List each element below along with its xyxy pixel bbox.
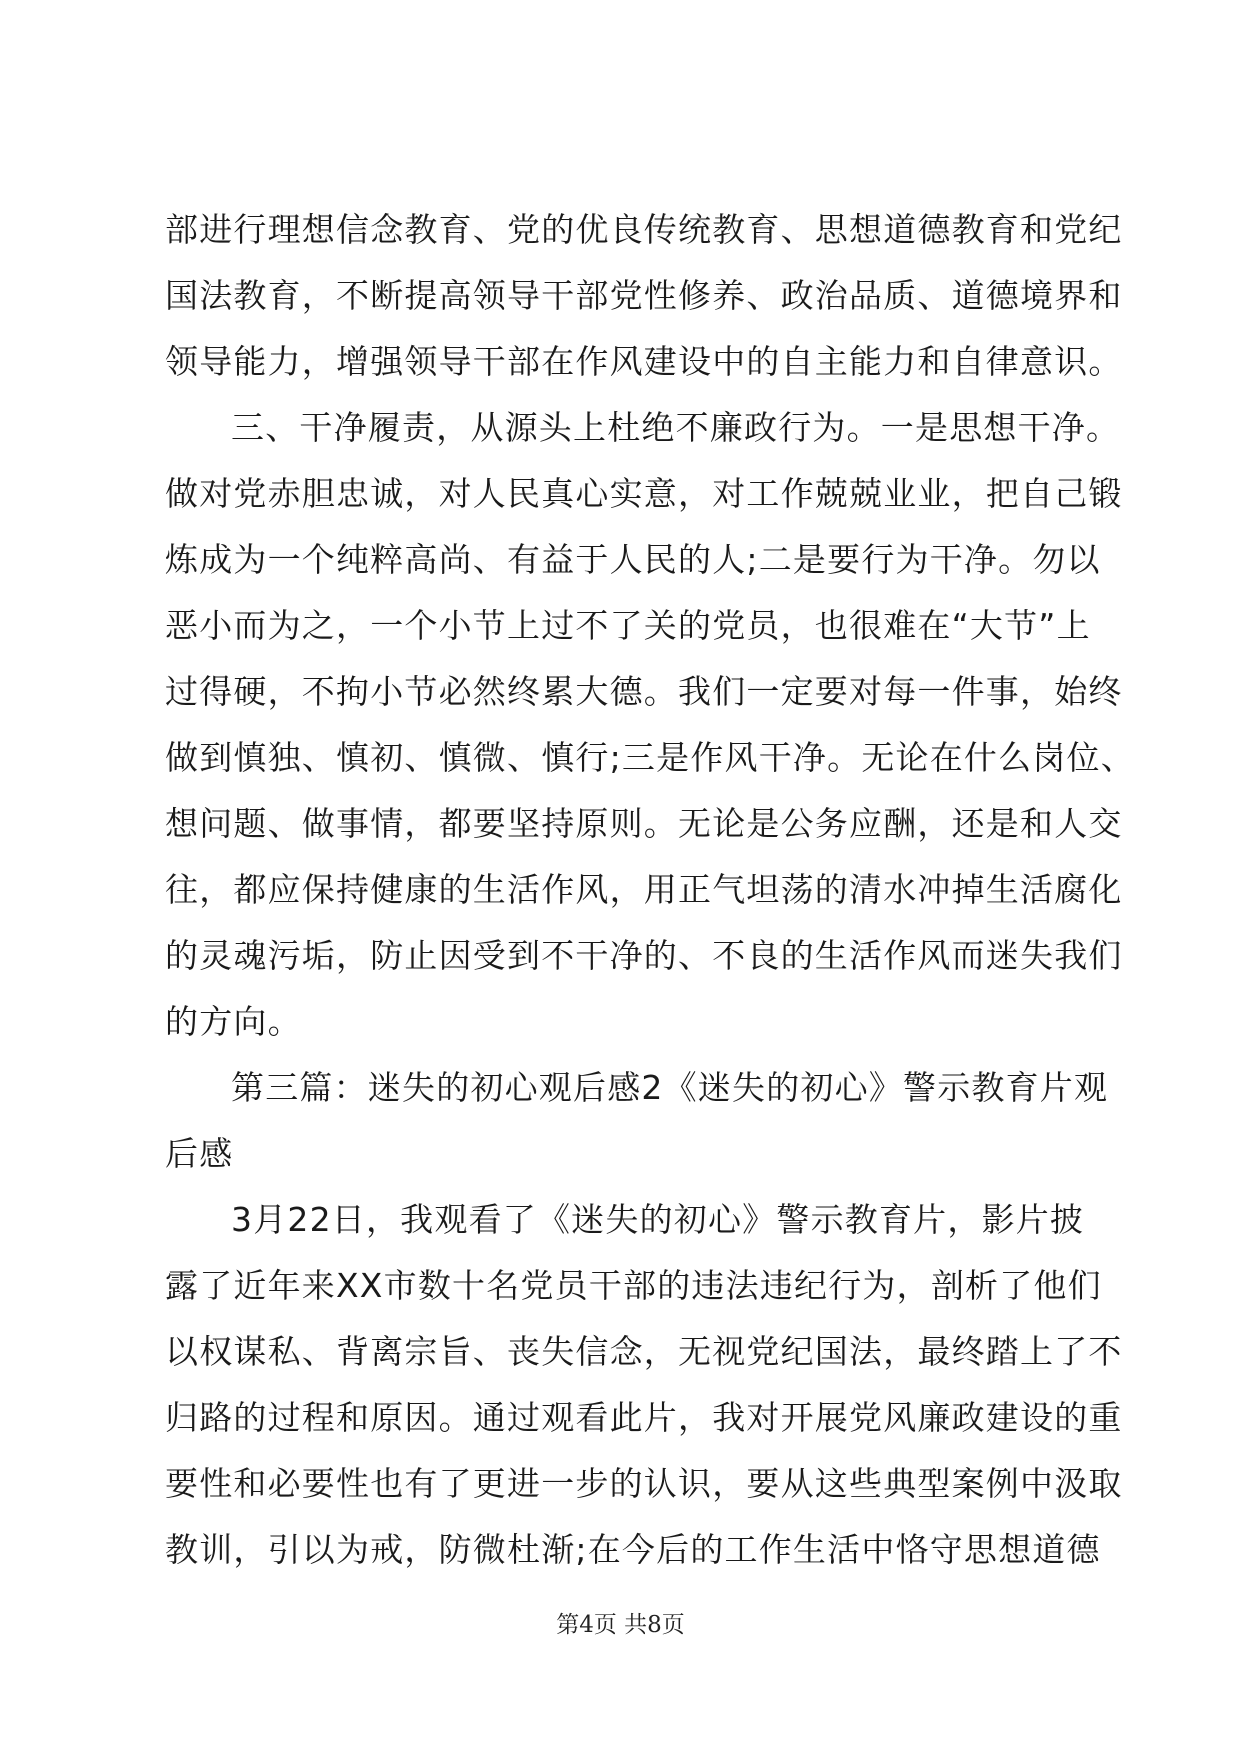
text-line: 做对党赤胆忠诚，对人民真心实意，对工作兢兢业业，把自己锻: [165, 474, 1123, 513]
text-line: 炼成为一个纯粹高尚、有益于人民的人;二是要行为干净。勿以: [165, 540, 1101, 579]
text-line: 露了近年来XX市数十名党员干部的违法违纪行为，剖析了他们: [165, 1266, 1102, 1305]
text-line: 以权谋私、背离宗旨、丧失信念，无视党纪国法，最终踏上了不: [165, 1332, 1123, 1371]
text-line: 恶小而为之，一个小节上过不了关的党员，也很难在“大节”上: [165, 606, 1091, 645]
text-line: 做到慎独、慎初、慎微、慎行;三是作风干净。无论在什么岗位、: [165, 738, 1135, 777]
text-line: 的灵魂污垢，防止因受到不干净的、不良的生活作风而迷失我们: [165, 936, 1123, 975]
section-heading-line: 后感: [165, 1134, 234, 1173]
paragraph-start-line: 3月22日，我观看了《迷失的初心》警示教育片，影片披: [231, 1200, 1085, 1239]
section-heading-line: 第三篇：迷失的初心观后感2《迷失的初心》警示教育片观: [231, 1068, 1109, 1107]
text-line: 领导能力，增强领导干部在作风建设中的自主能力和自律意识。: [165, 342, 1123, 381]
text-line: 教训，引以为戒，防微杜渐;在今后的工作生活中恪守思想道德: [165, 1530, 1101, 1569]
text-line: 部进行理想信念教育、党的优良传统教育、思想道德教育和党纪: [165, 210, 1123, 249]
text-line: 国法教育，不断提高领导干部党性修养、政治品质、道德境界和: [165, 276, 1123, 315]
text-line: 往，都应保持健康的生活作风，用正气坦荡的清水冲掉生活腐化: [165, 870, 1123, 909]
text-line: 想问题、做事情，都要坚持原则。无论是公务应酬，还是和人交: [165, 804, 1123, 843]
text-line: 的方向。: [165, 1002, 302, 1041]
document-body: [165, 197, 1135, 1583]
paragraph-start-line: 三、干净履责，从源头上杜绝不廉政行为。一是思想干净。: [231, 408, 1121, 447]
page-number-footer: 第4页 共8页: [556, 1612, 685, 1638]
text-line: 归路的过程和原因。通过观看此片，我对开展党风廉政建设的重: [165, 1398, 1123, 1437]
text-line: 过得硬，不拘小节必然终累大德。我们一定要对每一件事，始终: [165, 672, 1123, 711]
text-line: 要性和必要性也有了更进一步的认识，要从这些典型案例中汲取: [165, 1464, 1123, 1503]
